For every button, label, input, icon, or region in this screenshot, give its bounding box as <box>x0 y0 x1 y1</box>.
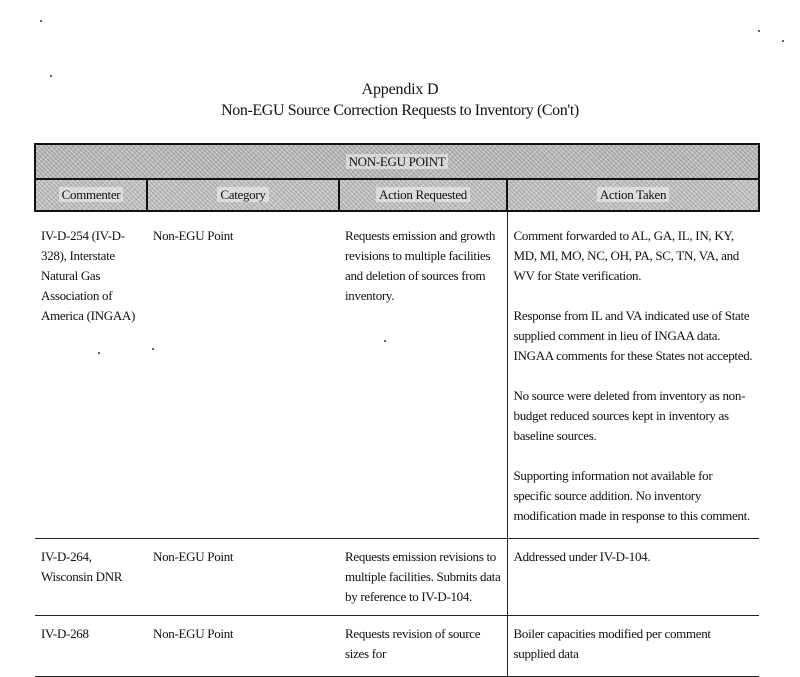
action-taken-cell <box>507 616 759 677</box>
appendix-label: Appendix D <box>361 81 439 98</box>
action-taken-paragraph: Supporting information not available for specific source addition. No inventory modification made in response to this comment. <box>513 468 750 523</box>
corrections-table-wrapper <box>34 143 758 661</box>
action-taken-cell <box>507 539 759 616</box>
commenter-cell: IV-D-268 <box>35 616 147 677</box>
action-requested-cell: Requests emission revisions to multiple facilities. Submits data by reference to IV-D-104. <box>339 539 507 616</box>
commenter-cell: IV-D-264, Wisconsin DNR <box>35 539 147 616</box>
document-title <box>0 80 800 122</box>
action-taken-paragraph: No source were deleted from inventory as non-budget reduced sources kept in inventory as baseline sources. <box>513 388 746 443</box>
scan-speck <box>782 40 784 42</box>
action-taken-paragraph: Response from IL and VA indicated use of State supplied comment in lieu of INGAA data. INGAA comments for these States not accepted. <box>513 308 753 363</box>
action-taken-cell <box>507 211 759 539</box>
category-cell: Non-EGU Point <box>147 211 339 539</box>
action-requested-cell: Requests revision of source sizes for <box>339 616 507 677</box>
action-taken-paragraph: Boiler capacities modified per comment supplied data <box>513 626 711 661</box>
column-header-action-requested: Action Requested <box>339 179 507 211</box>
category-cell: Non-EGU Point <box>147 616 339 677</box>
column-header-row <box>35 179 759 211</box>
scan-speck <box>98 352 100 354</box>
corrections-table <box>34 143 760 677</box>
scan-speck <box>384 340 386 342</box>
table-row <box>35 616 759 677</box>
action-taken-paragraph: Comment forwarded to AL, GA, IL, IN, KY, MD, MI, MO, NC, OH, PA, SC, TN, VA, and WV for State verification. <box>513 228 739 283</box>
table-title: Non-EGU Source Correction Requests to Inventory (Con't) <box>221 102 579 119</box>
scan-speck <box>40 20 42 22</box>
column-header-action-taken: Action Taken <box>507 179 759 211</box>
category-cell: Non-EGU Point <box>147 539 339 616</box>
scan-speck <box>758 30 760 32</box>
column-header-category: Category <box>147 179 339 211</box>
scan-speck <box>50 75 52 77</box>
section-header-row <box>35 144 759 179</box>
table-row <box>35 211 759 539</box>
column-header-commenter: Commenter <box>35 179 147 211</box>
commenter-cell: IV-D-254 (IV-D-328), Interstate Natural Gas Association of America (INGAA) <box>35 211 147 539</box>
scan-speck <box>152 348 154 350</box>
action-taken-paragraph: Addressed under IV-D-104. <box>513 549 651 564</box>
action-requested-cell: Requests emission and growth revisions to multiple facilities and deletion of sources from inventory. <box>339 211 507 539</box>
table-row <box>35 539 759 616</box>
section-header: NON-EGU POINT <box>35 144 759 179</box>
